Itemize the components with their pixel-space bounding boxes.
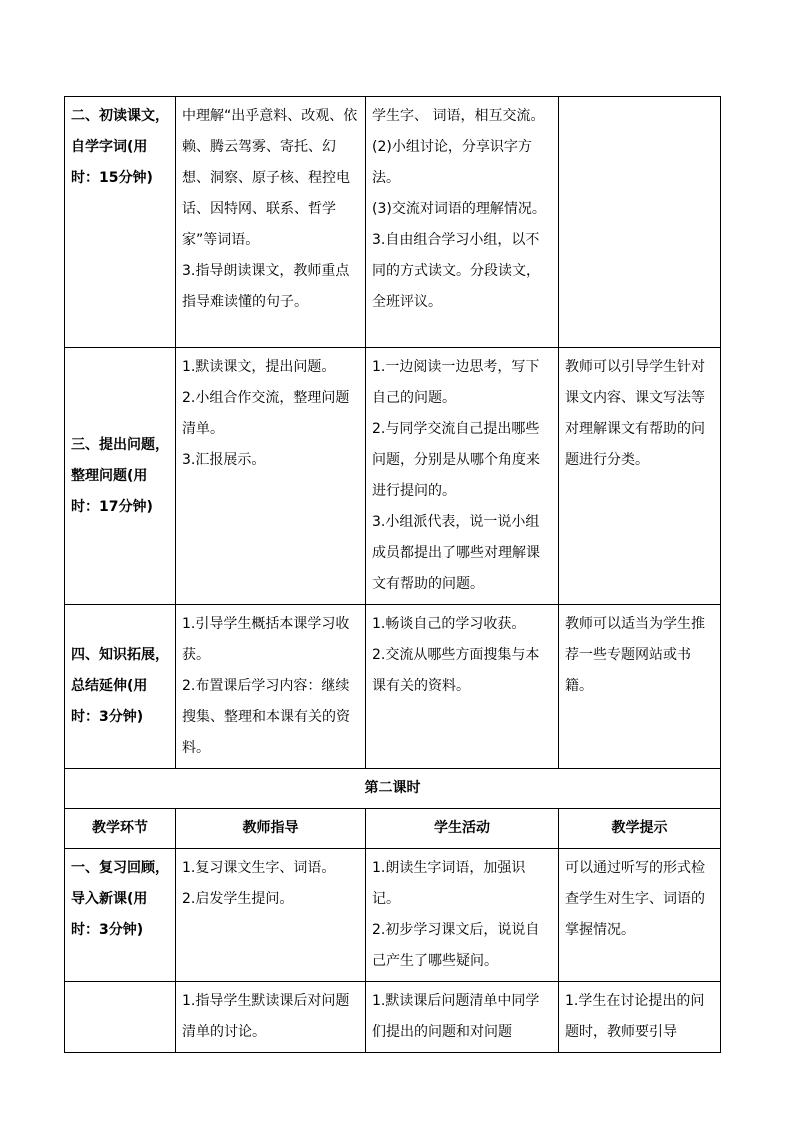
table-row: [65, 605, 721, 769]
table-row: [65, 849, 721, 982]
teacher-item: 1.复习课文生字、词语。: [182, 860, 336, 876]
teacher-item: 1.引导学生概括本课学习收获。: [182, 616, 350, 663]
teaching-tip-cell: 教师可以适当为学生推荐一些专题网站或书籍。: [559, 605, 721, 769]
student-item: (2)小组讨论，分享识字方法。: [372, 139, 532, 186]
teaching-tip-cell: 可以通过听写的形式检查学生对生字、词语的掌握情况。: [559, 849, 721, 982]
student-item: 1.一边阅读一边思考，写下自己的问题。: [372, 359, 540, 406]
teacher-item: 2.启发学生提问。: [182, 891, 294, 907]
column-header: 教学环节: [65, 809, 176, 849]
teaching-tip-cell: 教师可以引导学生针对课文内容、课文写法等对理解课文有帮助的问题进行分类。: [559, 348, 721, 605]
teacher-guidance-cell: [176, 605, 366, 769]
section-title: 第二课时: [65, 769, 721, 809]
header-row: [65, 809, 721, 849]
student-activity-cell: [366, 348, 559, 605]
stage-cell: 三、提出问题，整理问题(用时：17分钟): [65, 348, 176, 605]
student-item: 1.默读课后问题清单中同学们提出的问题和对问题: [372, 993, 540, 1040]
table-row: [65, 97, 721, 348]
student-item: 学生字、 词语，相互交流。: [372, 108, 545, 124]
table-row: [65, 982, 721, 1053]
teacher-item: 中理解“出乎意料、改观、依赖、腾云驾雾、寄托、幻想、洞察、原子核、程控电话、因特网、联系、哲学家”等词语。: [182, 108, 358, 248]
teacher-item: 1.默读课文，提出问题。: [182, 359, 336, 375]
student-item: 1.畅谈自己的学习收获。: [372, 616, 526, 632]
teaching-tip-cell: 1.学生在讨论提出的问题时，教师要引导: [559, 982, 721, 1053]
teaching-tip-cell: [559, 97, 721, 348]
teacher-item: 3.汇报展示。: [182, 452, 266, 468]
student-activity-cell: [366, 849, 559, 982]
student-item: (3)交流对词语的理解情况。: [372, 201, 546, 217]
student-item: 1.朗读生字词语，加强识记。: [372, 860, 526, 907]
column-header: 学生活动: [366, 809, 559, 849]
teacher-guidance-cell: [176, 97, 366, 348]
column-header: 教学提示: [559, 809, 721, 849]
student-item: 2.与同学交流自己提出哪些问题，分别是从哪个角度来进行提问的。: [372, 421, 540, 499]
student-activity-cell: [366, 97, 559, 348]
teacher-item: 3.指导朗读课文，教师重点指导难读懂的句子。: [182, 263, 350, 310]
teacher-guidance-cell: [176, 849, 366, 982]
stage-cell: 二、初读课文，自学字词(用时：15分钟): [65, 97, 176, 348]
student-item: 2.交流从哪些方面搜集与本课有关的资料。: [372, 647, 540, 694]
student-activity-cell: [366, 982, 559, 1053]
stage-cell: 四、知识拓展，总结延伸(用时：3分钟): [65, 605, 176, 769]
column-header: 教师指导: [176, 809, 366, 849]
teacher-item: 1.指导学生默读课后对问题清单的讨论。: [182, 993, 350, 1040]
student-item: 3.小组派代表，说一说小组成员都提出了哪些对理解课文有帮助的问题。: [372, 514, 540, 592]
teacher-guidance-cell: [176, 348, 366, 605]
section-title-row: [65, 769, 721, 809]
student-activity-cell: [366, 605, 559, 769]
lesson-plan-table: [64, 96, 721, 1053]
student-item: 3.自由组合学习小组，以不同的方式读文。分段读文，全班评议。: [372, 232, 540, 310]
student-item: 2.初步学习课文后，说说自己产生了哪些疑问。: [372, 922, 540, 969]
stage-cell: 一、复习回顾，导入新课(用时：3分钟): [65, 849, 176, 982]
table-row: [65, 348, 721, 605]
teacher-guidance-cell: [176, 982, 366, 1053]
stage-cell: [65, 982, 176, 1053]
teacher-item: 2.小组合作交流，整理问题清单。: [182, 390, 350, 437]
teacher-item: 2.布置课后学习内容：继续搜集、整理和本课有关的资料。: [182, 678, 350, 756]
